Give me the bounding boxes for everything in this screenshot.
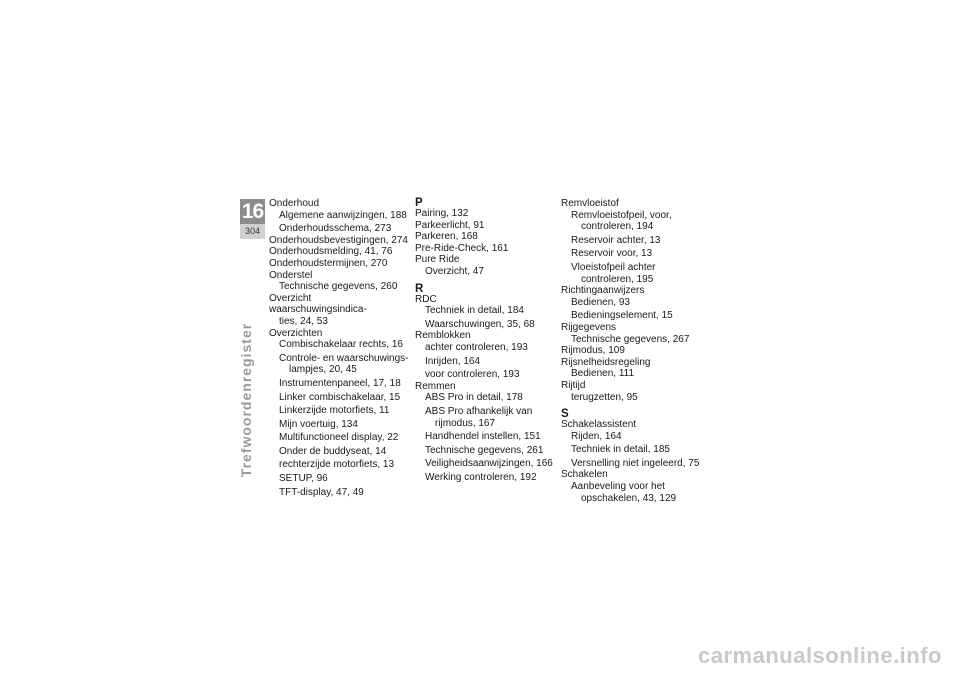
page-number: 304 [240,224,265,239]
index-entry [269,246,409,258]
index-subentry: achter controleren, 193 [425,341,528,353]
index-subentry: Linkerzijde motorfiets, 11 [279,405,390,417]
index-entry [561,357,701,380]
index-subentry: Onderhoudsschema, 273 [279,223,392,235]
index-subentry: ABS Pro in detail, 178 [425,392,523,404]
index-column-2 [415,198,555,483]
index-entry [561,469,701,504]
index-subentry: Controle- en waarschuwings-lampjes, 20, 45 [279,352,409,376]
index-entry-head: Parkeerlicht, 91 [415,219,485,231]
index-subentry: Vloeistofpeil achter controleren, 195 [571,261,656,285]
index-entry-head: Overzicht waarschuwingsindica- [269,292,367,316]
index-subentry: Combischakelaar rechts, 16 [279,339,403,351]
index-subentry: Technische gegevens, 267 [571,333,690,345]
index-subentry: Bedieningselement, 15 [571,310,673,322]
index-column-3 [561,198,701,504]
index-entry [561,198,701,285]
index-subentry: Technische gegevens, 260 [279,281,398,293]
index-entry [415,254,555,277]
index-entry-head: Overzichten [269,327,323,339]
index-subentry: Technische gegevens, 261 [425,444,544,456]
index-letter: P [415,197,423,209]
index-entry-head: Remblokken [415,330,471,342]
index-subentry: Onder de buddyseat, 14 [279,445,387,457]
index-letter: R [415,282,424,295]
index-entry [415,381,555,484]
index-entry [561,380,701,403]
index-subentry: Inrijden, 164 [425,355,481,367]
index-entry [415,294,555,331]
index-entry [269,235,409,247]
index-entry-head: Onderhoudsbevestigingen, 274 [269,234,408,246]
index-entry-head: Rijtijd [561,379,586,391]
index-subentry: Reservoir achter, 13 [571,234,661,246]
index-entry [561,322,701,345]
index-subentry: Bedienen, 93 [571,296,630,308]
index-entry-head: Parkeren, 168 [415,231,478,243]
index-entry-head: Richtingaanwijzers [561,285,645,297]
watermark: carmanualsonline.info [698,643,942,668]
index-subentry: Rijden, 164 [571,430,622,442]
index-entry-head: Onderstel [269,269,313,281]
index-entry [415,243,555,255]
index-subentry: Linker combischakelaar, 15 [279,391,401,403]
index-entry-head: Onderhoud [269,198,320,209]
index-subentry: SETUP, 96 [279,473,328,485]
index-subentry: Aanbeveling voor het opschakelen, 43, 129 [571,481,677,504]
index-subentry: Multifunctioneel display, 22 [279,432,399,444]
index-entry-head: Pairing, 132 [415,208,469,219]
index-entry-head: Onderhoudstermijnen, 270 [269,257,388,269]
index-subentry: Handhendel instellen, 151 [425,431,541,443]
index-entry [561,285,701,322]
index-subentry: voor controleren, 193 [425,369,520,381]
index-entry [561,345,701,357]
index-subentry: Waarschuwingen, 35, 68 [425,318,535,330]
index-entry-head: Rijgegevens [561,321,617,333]
index-subentry: Overzicht, 47 [425,265,484,277]
index-entry-head: Schakelassistent [561,419,637,431]
index-entry-head: RDC [415,293,437,305]
index-entry-head: Rijsnelheidsregeling [561,356,651,368]
index-subentry: Bedienen, 111 [571,368,635,380]
index-entry [269,328,409,499]
index-subentry: TFT-display, 47, 49 [279,486,364,498]
index-subentry: Mijn voertuig, 134 [279,418,358,430]
chapter-tab [240,199,265,239]
index-entry-head: Schakelen [561,469,608,481]
index-subentry: Algemene aanwijzingen, 188 [279,209,407,221]
index-letter: S [561,408,569,421]
index-entry-head: Pure Ride [415,254,460,266]
index-entry-head: Onderhoudsmelding, 41, 76 [269,246,393,258]
index-entry [269,293,409,328]
index-subentry: Reservoir voor, 13 [571,248,653,260]
index-subentry: Instrumentenpaneel, 17, 18 [279,377,401,389]
index-subentry: Werking controleren, 192 [425,471,537,483]
index-entry [415,208,555,220]
index-entry [415,231,555,243]
index-subentry: Techniek in detail, 185 [571,444,670,456]
chapter-number: 16 [241,200,264,223]
index-entry-head: Pre-Ride-Check, 161 [415,242,509,254]
index-entry [269,270,409,293]
index-entry-head: Rijmodus, 109 [561,345,625,357]
index-subentry: ties, 24, 53 [279,315,328,327]
index-entry-head: Remvloeistof [561,198,619,209]
index-entry [269,198,409,235]
index-entry-head: Remmen [415,380,456,392]
index-subentry: rechterzijde motorfiets, 13 [279,459,395,471]
index-column-1 [269,198,409,498]
section-label: Trefwoordenregister [238,322,254,478]
index-entry [415,220,555,232]
index-subentry: Veiligheidsaanwijzingen, 166 [425,458,553,470]
index-subentry: Versnelling niet ingeleerd, 75 [571,457,700,469]
index-subentry: ABS Pro afhankelijk van rijmodus, 167 [425,405,533,429]
index-subentry: terugzetten, 95 [571,391,638,403]
index-subentry: Remvloeistofpeil, voor, controleren, 194 [571,209,672,233]
index-entry [269,258,409,270]
index-entry [561,419,701,469]
index-subentry: Techniek in detail, 184 [425,305,524,317]
index-entry [415,330,555,380]
